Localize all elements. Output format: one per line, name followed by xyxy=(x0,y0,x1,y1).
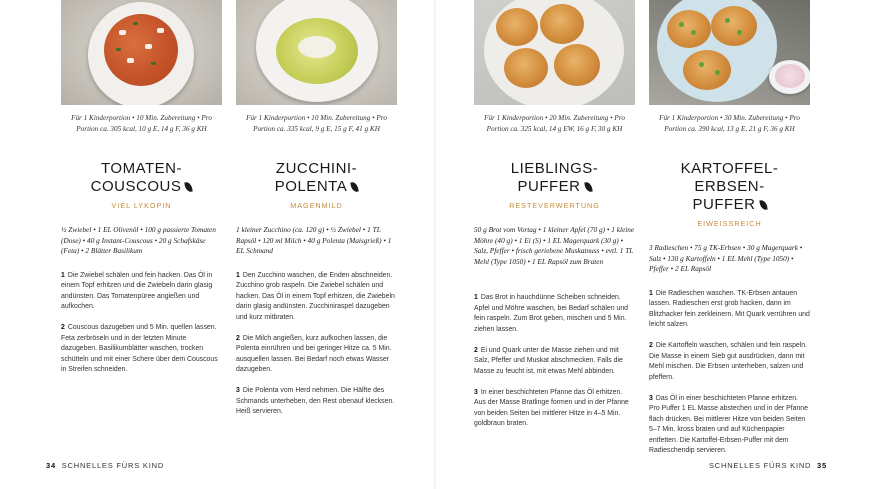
radieschen-dip xyxy=(775,64,805,88)
recipe-title-line2 xyxy=(474,178,635,196)
recipe-photo-tomaten-couscous xyxy=(61,0,222,105)
recipe-title-text: PUFFER xyxy=(517,178,581,195)
section-name: SCHNELLES FÜRS KIND xyxy=(61,461,165,470)
basil-strip xyxy=(133,22,138,25)
recipe-title-line2 xyxy=(236,178,397,196)
pea xyxy=(715,70,720,75)
feta-piece xyxy=(119,30,126,35)
step-number: 2 xyxy=(649,342,653,349)
step xyxy=(474,346,635,378)
recipe-subtitle: EIWEISSREICH xyxy=(697,219,762,228)
preparation-steps xyxy=(61,271,222,376)
step-number: 1 xyxy=(236,271,240,279)
fritter xyxy=(540,4,584,44)
recipe-lieblings-puffer xyxy=(474,0,635,440)
step-number: 1 xyxy=(474,294,478,301)
section-name: SCHNELLES FÜRS KIND xyxy=(708,461,812,470)
page-number: 34 xyxy=(46,461,56,470)
recipe-meta: Für 1 Kinderportion • 20 Min. Zubereitung • Pro Portion ca. 325 kcal, 14 g EW, 16 g F, 30 g KH xyxy=(484,114,625,133)
feta-piece xyxy=(157,28,164,33)
ingredient-list: ½ Zwiebel • 1 EL Olivenöl • 100 g passierte Tomaten (Dose) • 40 g Instant-Couscous • 20 g Schafskäse (Feta) • 2 Blätter Basilikum xyxy=(61,225,216,255)
fritter xyxy=(711,6,757,46)
ingredient-list: 3 Radieschen • 75 g TK-Erbsen • 30 g Magerquark • Salz • 130 g Kartoffeln • 1 EL Mehl (Type 1050) • Pfeffer • 2 EL Rapsöl xyxy=(649,243,803,273)
recipe-photo-kartoffel-erbsen-puffer xyxy=(649,0,810,105)
step-text: Couscous dazugeben und 5 Min. quellen lassen. Feta zerbröseln und in der letzten Minute dazugeben. Basilikumblätter waschen, trocken schütteln und mit einer Schere über dem Couscous in Streifen schneiden. xyxy=(61,324,218,373)
fritter xyxy=(667,10,711,48)
step-text: Die Zwiebel schälen und fein hacken. Das Öl in einem Topf erhitzen und die Zwiebeln darin glasig andünsten. Das Tomatenpüree angießen und aufkochen. xyxy=(61,271,213,310)
pea xyxy=(699,62,704,67)
recipe-title xyxy=(236,160,397,196)
step xyxy=(236,271,397,324)
step-number: 2 xyxy=(236,334,240,342)
pea xyxy=(691,30,696,35)
recipe-photo-lieblings-puffer xyxy=(474,0,635,105)
leaf-icon xyxy=(759,200,767,211)
recipe-subtitle: MAGENMILD xyxy=(290,201,343,210)
feta-piece xyxy=(145,44,152,49)
recipe-title xyxy=(61,160,222,196)
recipe-title-text: PUFFER xyxy=(692,196,756,213)
step-number: 1 xyxy=(649,289,653,297)
step-text: Die Kartoffeln waschen, schälen und fein raspeln. Die Masse in einem Sieb gut ausdrücken, dann mit Mehl mischen. Die Erbsen unterheben, salzen und pfeffern. xyxy=(649,342,808,381)
page-number: 35 xyxy=(817,461,827,470)
step xyxy=(649,289,810,331)
recipe-title xyxy=(649,160,810,214)
recipe-title-line1: LIEBLINGS- xyxy=(510,160,599,177)
step-text: Die Radieschen waschen. TK-Erbsen antauen lassen. Radieschen erst grob hacken, dann im Blitzhacker fein zerkleinern. Mit Quark verrühren und leicht salzen. xyxy=(649,289,810,328)
step xyxy=(61,271,222,313)
step xyxy=(649,341,810,383)
step-text: Ei und Quark unter die Masse ziehen und mit Salz, Pfeffer und Muskat abschmecken. Falls die Masse zu feucht ist, mit etwas Mehl abbinden. xyxy=(474,346,623,375)
step xyxy=(474,388,635,430)
step-number: 3 xyxy=(236,387,240,394)
step-text: Die Milch angießen, kurz aufkochen lassen, die Polenta einrühren und bei geringer Hitze ca. 5 Min. ausquellen lassen. Bei Bedarf noch etwas Wasser dazugeben. xyxy=(236,334,392,373)
page-footer-left xyxy=(46,461,164,470)
recipe-subtitle: VIEL LYKOPIN xyxy=(111,201,172,210)
step-number: 1 xyxy=(61,271,65,279)
fritter xyxy=(504,48,548,88)
step-number: 3 xyxy=(474,388,478,396)
ingredient-list: 1 kleiner Zucchino (ca. 120 g) • ½ Zwiebel • 1 TL Rapsöl • 120 ml Milch • 40 g Polenta (Maisgrieß) • 1 EL Schmand xyxy=(236,225,392,255)
recipe-kartoffel-erbsen-puffer xyxy=(649,0,810,467)
leaf-icon xyxy=(351,182,359,193)
recipe-subtitle: RESTEVERWERTUNG xyxy=(509,201,600,210)
recipe-title-line1: TOMATEN- xyxy=(101,160,182,177)
step xyxy=(61,323,222,376)
step xyxy=(649,394,810,457)
recipe-title-line2 xyxy=(61,178,222,196)
schmand-dollop xyxy=(298,36,336,58)
recipe-meta: Für 1 Kinderportion • 10 Min. Zubereitung • Pro Portion ca. 305 kcal, 10 g E, 14 g F, 36 g KH xyxy=(71,114,212,133)
recipe-photo-zucchini-polenta xyxy=(236,0,397,105)
fritter xyxy=(496,8,538,46)
ingredient-list: 50 g Brot vom Vortag • 1 kleiner Apfel (70 g) • 1 kleine Möhre (40 g) • 1 Ei (S) • 1 EL Magerquark (30 g) • Salz, Pfeffer • frisch geriebene Muskatnuss • evtl. 1 TL Mehl (Type 1050) • 1 EL Rapsöl zum Braten xyxy=(474,225,635,266)
step-number: 2 xyxy=(61,324,65,331)
step-text: In einer beschichteten Pfanne das Öl erhitzen. Aus der Masse Bratlinge formen und in der Pfanne von beiden Seiten bei mittlerer Hitze in 4–5 Min. goldbraun braten. xyxy=(474,388,629,427)
recipe-meta: Für 1 Kinderportion • 30 Min. Zubereitung • Pro Portion ca. 390 kcal, 13 g E, 21 g F, 36 g KH xyxy=(659,114,800,133)
recipe-tomaten-couscous xyxy=(61,0,222,386)
basil-strip xyxy=(151,62,156,65)
step xyxy=(474,293,635,335)
recipe-zucchini-polenta xyxy=(236,0,397,428)
page-footer-right xyxy=(709,461,827,470)
step-number: 3 xyxy=(649,394,653,402)
step-text: Das Öl in einer beschichteten Pfanne erhitzen. Pro Puffer 1 EL Masse abstechen und in der Pfanne flach drücken. Bei mittlerer Hitze von beiden Seiten 5–7 Min. kross braten und auf Küchenpapier entfetten. Die Kartoffel-Erbsen-Puffer mit dem Radieschendip servieren. xyxy=(649,394,808,454)
preparation-steps xyxy=(649,289,810,457)
fritter xyxy=(683,50,731,90)
fritter xyxy=(554,44,600,86)
leaf-icon xyxy=(584,182,592,193)
recipe-meta: Für 1 Kinderportion • 10 Min. Zubereitung • Pro Portion ca. 335 kcal, 9 g E, 15 g F, 41 g KH xyxy=(246,114,387,133)
basil-strip xyxy=(116,48,121,51)
preparation-steps xyxy=(236,271,397,418)
step-text: Den Zucchino waschen, die Enden abschneiden. Zucchino grob raspeln. Die Zwiebel schälen und hacken. Das Öl in einem Topf erhitzen, die Zwiebeln darin glasig andünsten. Zucchiniraspel dazugeben und kurz mitbraten. xyxy=(236,271,395,321)
recipe-title-text: COUSCOUS xyxy=(90,178,182,195)
pea xyxy=(679,22,684,27)
leaf-icon xyxy=(185,182,193,193)
recipe-title-line1: ZUCCHINI- xyxy=(275,160,358,177)
pea xyxy=(737,30,742,35)
feta-piece xyxy=(127,58,134,63)
step-number: 2 xyxy=(474,346,478,354)
step-text: Das Brot in hauchdünne Scheiben schneiden. Apfel und Möhre waschen, bei Bedarf schälen und fein raspeln. Zum Brot geben, mischen und 5 Min. ziehen lassen. xyxy=(474,294,628,333)
step xyxy=(236,334,397,376)
recipe-title-line1: KARTOFFEL-ERBSEN- xyxy=(680,160,779,195)
step-text: Die Polenta vom Herd nehmen. Die Hälfte des Schmands unterheben, den Rest obenauf klecksen. Heiß servieren. xyxy=(236,387,395,415)
step xyxy=(236,386,397,418)
recipe-title-text: POLENTA xyxy=(274,178,348,195)
recipe-title xyxy=(474,160,635,196)
recipe-title-line2 xyxy=(649,196,810,214)
preparation-steps xyxy=(474,293,635,430)
page-gutter xyxy=(434,0,436,489)
pea xyxy=(725,18,730,23)
